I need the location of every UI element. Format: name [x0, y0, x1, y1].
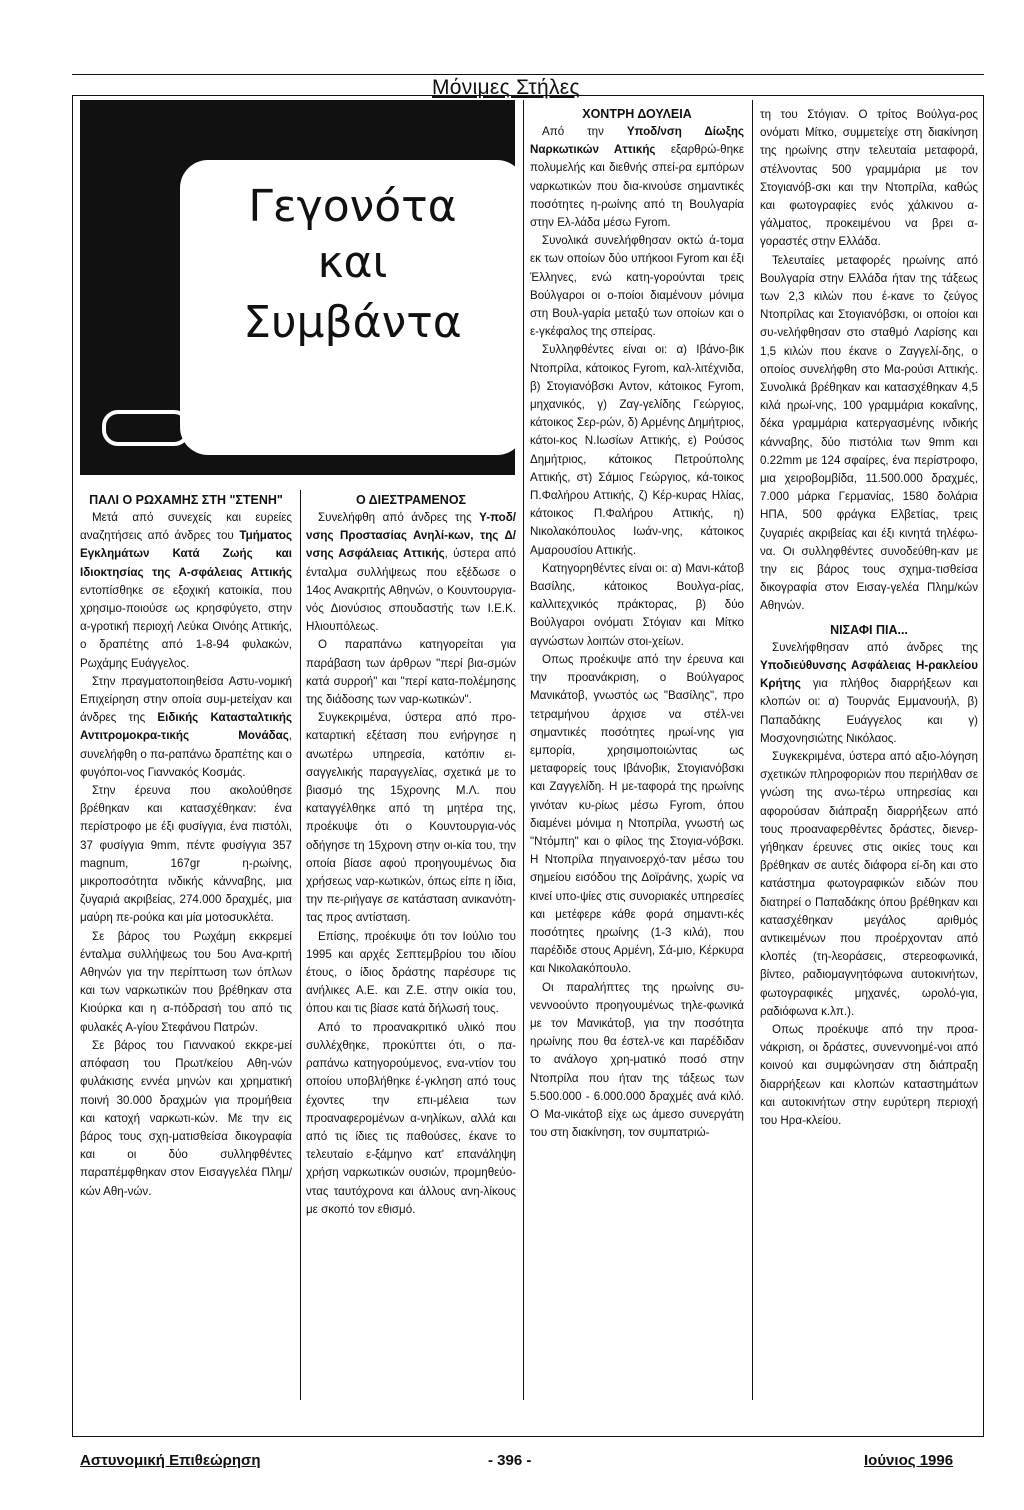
text: , ύστερα από ένταλμα συλλήψεως που εξέδωσε ο 14ος Ανακριτής Αθηνών, ο Κουντουργια-νός Διονύσιος σπουδαστής των Ι.Ε.Κ. Ηλιουπόλεως. [306, 547, 516, 634]
text: Συνελήφθησαν από άνδρες της [772, 640, 978, 654]
paragraph: Οπως προέκυψε από την προα-νάκριση, οι δράστες, συνεννοημέ-νοι από κοινού και συμφώνησαν στη διάπραξη διαρρήξεων και κλοπών καταστημάτων και αυτοκινήτων στην ευρύτερη περιοχή του Ηρα-κλείου. [760, 1022, 978, 1127]
logo-stripe-2 [200, 434, 490, 438]
paragraph [530, 123, 744, 232]
footer-date: Ιούνιος 1996 [864, 1452, 954, 1469]
text: για πλήθος διαρρήξεων και κλοπών οι: α) Τουρνάς Εμμανουήλ, β) Παπαδάκης Ευάγγελος και γ) Μοσχονησιώτης Νικόλαος. [760, 677, 978, 745]
article-roxamis [80, 492, 292, 1201]
paragraph: Από το προανακριτικό υλικό που συλλέχθηκε, προκύπτει ότι, ο πα-ραπάνω κατηγορούμενος, ενα-ντίον του οποίου υποβλήθηκε έ-γκληση από τους έχοντες την επι-μέλεια των προαναφερομένων α-νηλίκων, αλλά και από τις ίδιες τις παθούσες, έκανε το τελευταίο ε-ξάμηνο κατ' επανάληψη χρήση ναρκωτικών ουσιών, προμηθεύο-ντας ταυτόχρονα και άλλους ανη-λίκους με σκοπό τον εθισμό. [306, 1020, 516, 1216]
footer-page-number: - 396 - [488, 1452, 532, 1469]
article-heading: ΠΑΛΙ Ο ΡΩΧΑΜΗΣ ΣΤΗ "ΣΤΕΝΗ" [89, 493, 283, 507]
logo-line-1: Γεγονότα [248, 181, 457, 232]
logo-stripe-1 [200, 412, 490, 416]
paragraph: Επίσης, προέκυψε ότι τον Ιούλιο του 1995 και αρχές Σεπτεμβρίου του ιδίου έτους, ο ίδιος δράστης παρέσυρε τις ανήλικες Α.Ε. και Ζ.Ε. στην οικία του, όπου και τις βίασε κατά δήλωσή τους. [306, 929, 516, 1016]
text-bold: Τμήματος Εγκλημάτων Κατά Ζωής και Ιδιοκτησίας της Α-σφάλειας Αττικής [80, 529, 292, 579]
paragraph [760, 639, 978, 748]
header-rule [72, 74, 984, 75]
article-heading: Ο ΔΙΕΣΤΡΑΜΕΝΟΣ [355, 493, 467, 507]
paragraph: τη του Στόγιαν. Ο τρίτος Βούλγα-ρος ονόματι Μίτκο, συμμετείχε στη διακίνηση της ηρωίνης στην τελευταία μεταφορά, στέλνοντας 500 γραμμάρια με τον Στογιανόβ-σκι και την Ντοπρίλα, καθώς και φωτογραφίες ενός χάλκινου α-γάλματος, προκειμένου να βρει α-γοραστές στην Ελλάδα. [760, 108, 978, 249]
paragraph: Οπως προέκυψε από την έρευνα και την προανάκριση, ο Βούλγαρος Μανικάτοβ, γνωστός ως "Βασίλης", προ τετραμήνου άρχισε να στέλ-νει σημαντικές ποσότητες ηρωί-νης για εμπορία, χρησιμοποιώντας ως μεταφορείς τους Ιβάνοβικ, Στογιανόβσκι και Ζαγγελίδη. Η με-ταφορά της ηρωίνης γινόταν κυ-ρίως μέσω Fyrom, όπου διαμένει μόνιμα η Ντοπρίλα, γνωστή ως "Ντόμπη" και ο φίλος της Στογια-νόβσκι. Η Ντοπρίλα πηγαινοερχό-ταν μέσω του σημείου εισόδου της Δοϊράνης, χωρίς να κινεί υπο-ψίες στις συνοριακές υπηρεσίες και μετέφερε κάθε φορά σημαντι-κές ποσότητες ηρωίνης (1-3 κιλά), που παρέδιδε στους Αρμένη, Σά-μιο, Κέρκυρα και Νικολακόπουλο. [530, 652, 744, 976]
logo-drive-slot [102, 410, 190, 446]
text-bold: Ειδικής Κατασταλτικής Αντιτρομοκρα-τικής Μονάδας [80, 711, 292, 743]
article-chontri-douleia [530, 106, 744, 1142]
text: , συνελήφθη ο πα-ραπάνω δραπέτης και ο φυγόποι-νος Γιαννακός Κοσμάς. [80, 729, 292, 779]
logo-monitor [80, 100, 515, 475]
article-heading: ΝΙΣΑΦΙ ΠΙΑ... [830, 622, 908, 637]
footer-publication: Αστυνομική Επιθεώρηση [80, 1452, 261, 1469]
article-heading: ΧΟΝΤΡΗ ΔΟΥΛΕΙΑ [582, 107, 692, 121]
text-bold: Υ-ποδ/νσης Προστασίας Ανηλί-κων, της Δ/νσης Ασφάλειας Αττικής [306, 511, 516, 561]
article-continued-and-nisafi [760, 106, 978, 1130]
paragraph [306, 509, 516, 636]
paragraph: Τελευταίες μεταφορές ηρωίνης από Βουλγαρία στην Ελλάδα ήταν της τάξεως των 2,3 κιλών που έ-κανε το ζεύγος Ντοπρίλας και Στογιανόβσκι, οι οποίοι και συ-νελήφθησαν στο σταθμό Λαρίσης και 1,5 κιλών που έκανε ο Ζαγγελί-δης, ο οποίος συνελήφθη στο Μα-ρούσι Αττικής. Συνολικά βρέθηκαν και κατασχέθηκαν 4,5 κιλά ηρωί-νης, 100 γραμμάρια κοκαΐνης, δέκα γραμμάρια κατεργασμένης ινδικής κάνναβης, δύο πιστόλια των 9mm και 0.22mm με 124 σφαίρες, ένα περίστροφο, μια χειροβομβίδα, 11.500.000 δραχμές, 7.000 μάρκα Γερμανίας, 1580 δολάρια ΗΠΑ, 500 φράγκα Ελβετίας, τρεις ζυγαριές ακριβείας και έξι κινητά τηλέφω-να. Οι συλληφθέντες συνοδεύθη-καν με την εις βάρος τους σχημα-τισθείσα δικογραφία στον Εισαγ-γελέα Πλημ/κών Αθηνών. [760, 253, 978, 613]
paragraph [80, 673, 292, 782]
paragraph: Κατηγορηθέντες είναι οι: α) Μανι-κάτοβ Βασίλης, κάτοικος Βουλγα-ρίας, καλλιτεχνικός πράκτορας, β) δύο Βούλγαροι ονόματι Στόγιαν και Μίτκο αγνώστων λοιπών στοι-χείων. [530, 561, 744, 648]
paragraph: Σε βάρος του Ρωχάμη εκκρεμεί ένταλμα συλλήψεως του 5ου Ανα-κριτή Αθηνών για την περίπτωση των όπλων και των ναρκωτικών που βρέθηκαν στα Κιούρκα και η α-πόδρασή του από τις φυλακές Α-γίου Στεφάνου Πατρών. [80, 929, 292, 1034]
column-rule-3 [752, 100, 753, 1400]
text-bold: Υποδ/νση Δίωξης Ναρκωτικών Αττικής [530, 125, 744, 157]
column-rule-1 [300, 490, 301, 1400]
paragraph: Οι παραλήπτες της ηρωίνης συ-νεννοούντο προηγουμένως τηλε-φωνικά με τον Μανικάτοβ, για την ποσότητα ηρωίνης που θα έστελ-νε και παρέδιδαν το ανάλογο χρη-ματικό ποσό στην Ντοπρίλα που ήταν της τάξεως των 5.500.000 - 6.000.000 δραχμές ανά κιλό. Ο Μα-νικάτοβ είχε ως άμεσο συνεργάτη του στη διακίνηση, τον συμπατριώ- [530, 980, 744, 1140]
paragraph: Συγκεκριμένα, ύστερα από προ-καταρτική εξέταση που ενήργησε η ανωτέρω υπηρεσία, κατόπιν ει-σαγγελικής παραγγελίας, σχετικά με το βιασμό της 15χρονης Μ.Λ. που καταγγέλθηκε από τη μητέρα της, προέκυψε ότι ο Κουντουργια-νός οδήγησε τη 15χρονη στην οι-κία του, την οποία βίασε αφού προηγουμένως δια χρήσεως ναρ-κωτικών, όπως είπε η ίδια, την πε-ριήγαγε σε κατάσταση ανικανότη-τας προς αντίσταση. [306, 711, 516, 925]
paragraph: Ο παραπάνω κατηγορείται για παράβαση των άρθρων "περί βια-σμών κατά συρροή" και "περί κατα-πολέμησης της διάδοσης των ναρ-κωτικών". [306, 638, 516, 707]
text: Από την [542, 125, 627, 138]
paragraph: Στην έρευνα που ακολούθησε βρέθηκαν και κατασχέθηκαν: ένα περίστροφο με έξι φυσίγγια, ένα πιστόλι, 37 φυσίγγια 9mm, πέντε φυσίγγια 357 magnum, 167gr η-ρωίνης, μικροποσότητα ινδικής κάνναβης, μια ζυγαριά ακριβείας, 274.000 δραχμές, μια μαύρη πε-ρούκα και μία μοτοσυκλέτα. [80, 784, 292, 925]
paragraph [80, 509, 292, 673]
text: εξαρθρώ-θηκε πολυμελής και διεθνής σπεί-ρα εμπόρων ναρκωτικών που δια-κινούσε σημαντικές ποσότητες η-ρωίνης από τη Βουλγαρία στην Ελ-λάδα μέσω Fyrom. [530, 143, 745, 230]
paragraph: Συνολικά συνελήφθησαν οκτώ ά-τομα εκ των οποίων δύο υπήκοοι Fyrom και έξι Έλληνες, ενώ κατη-γορούνται τρεις Βούλγαροι οι ο-ποίοι διαμένουν μόνιμα στη Βουλ-γαρία μεταξύ των οποίων και ο ε-γκέφαλος της σπείρας. [530, 234, 744, 339]
logo-line-2: και [317, 237, 388, 288]
column-rule-2 [523, 100, 524, 1400]
paragraph: Συγκεκριμένα, ύστερα από αξιο-λόγηση σχετικών πληροφοριών που περιήλθαν σε γνώση της ανω-τέρω υπηρεσίας και αφορούσαν διάπραξη διαρρήξεων από τους προαναφερθέντες δράστες, διενερ-γήθηκαν έρευνες στις οικίες τους και βρέθηκαν σε αυτές διάφορα εί-δη και στο κατάστημα φωτογραφικών ειδών που διατηρεί ο Παπαδάκης όπου βρέθηκαν και κατασχέθηκαν μεγάλος αριθμός αντικειμένων που προέρχονταν από κλοπές (τη-λεοράσεις, στερεοφωνικά, βίντεο, ραδιομαγνητόφωνα αυτοκινήτων, φωτογραφικές μηχανές, ωρολό-για, ραδιόφωνα κ.λπ.). [760, 749, 978, 1018]
logo-screen [180, 160, 525, 455]
article-diestrammenos [306, 492, 516, 1219]
text: Συνελήφθη από άνδρες της [318, 511, 480, 524]
section-title: Μόνιμες Στήλες [428, 76, 584, 100]
paragraph: Συλληφθέντες είναι οι: α) Ιβάνο-βικ Ντοπρίλα, κάτοικος Fyrom, καλ-λιτέχνιδα, β) Στογιανόβσκι Αντον, κάτοικος Fyrom, μηχανικός, γ) Ζαγ-γελίδης Γεώργιος, κάτοικος Σερ-ρών, δ) Αρμένης Δημήτριος, κάτοι-κος Ν.Ιωσίων Αττικής, ε) Ρούσος Δημήτριος, κάτοικος Πετρούπολης Αττικής, στ) Σάμιος Γεώργιος, κά-τοικος Π.Φαλήρου Αττικής, ζ) Κέρ-κυρας Ηλίας, κάτοικος Π.Φαλήρου Αττικής, η) Νικολακόπουλος Ιωάν-νης, κάτοικος Αμαρουσίου Αττικής. [530, 343, 744, 557]
paragraph: Σε βάρος του Γιαννακού εκκρε-μεί απόφαση του Πρωτ/κείου Αθη-νών φυλάκισης εννέα μηνών και χρηματική ποινή 30.000 δραχμών για προμήθεια και κατοχή ναρκωτι-κών. Με την εις βάρος τους σχη-ματισθείσα δικογραφία και οι δύο συλληφθέντες παραπέμφθηκαν στον Εισαγγελέα Πλημ/κών Αθη-νών. [80, 1038, 292, 1198]
text: Μετά από συνεχείς και ευρείες αναζητήσεις από άνδρες του [80, 511, 292, 543]
text-bold: Υποδιεύθυνσης Ασφάλειας Η-ρακλείου Κρήτης [760, 658, 978, 691]
text: εντοπίσθηκε σε εξοχική κατοικία, που χρησιμο-ποιούσε ως κρησφύγετο, στην α-γροτική περιοχή Λεύκα Οινόης Αττικής, ο δραπέτης από 1-8-94 φυλακών, Ρωχάμης Ευάγγελος. [80, 583, 292, 670]
text: Στην πραγματοποιηθείσα Αστυ-νομική Επιχείρηση στην οποία συμ-μετείχαν και άνδρες της [80, 674, 292, 725]
logo-line-3: Συμβάντα [243, 297, 462, 348]
